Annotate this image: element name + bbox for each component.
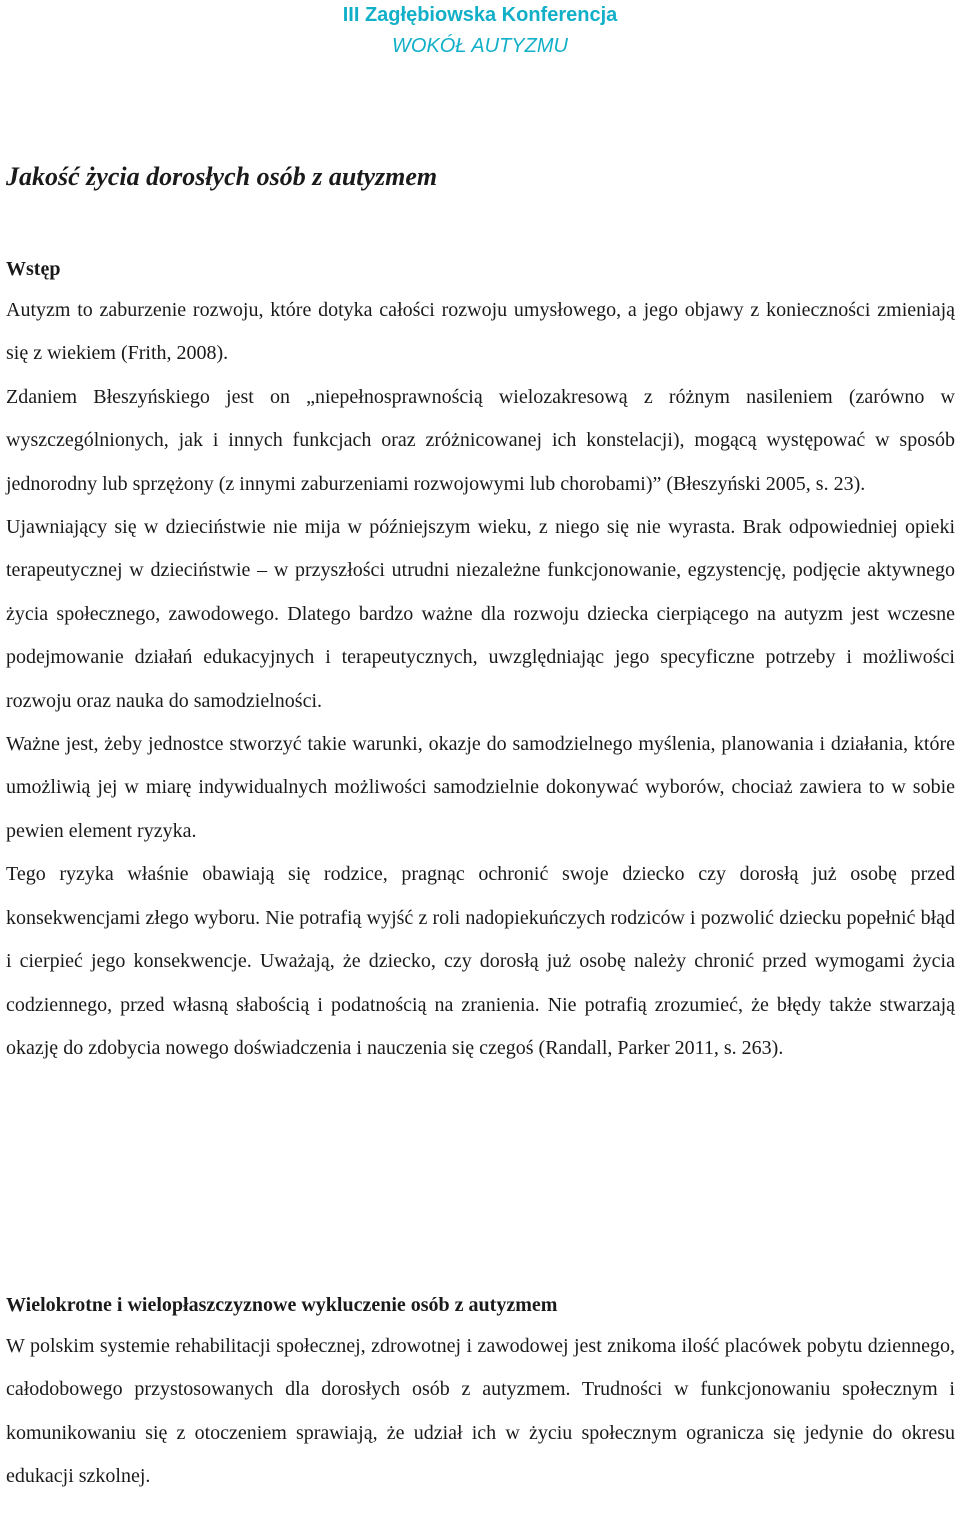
exclusion-section-body — [6, 1325, 955, 1499]
section-heading-exclusion: Wielokrotne i wielopłaszczyznowe wykluczenie osób z autyzmem — [6, 1294, 558, 1316]
paragraph: W polskim systemie rehabilitacji społecznej, zdrowotnej i zawodowej jest znikoma ilość placówek pobytu dziennego, całodobowego przystosowanych dla dorosłych osób z autyzmem. Trudności w funkcjonowaniu społecznym i komunikowaniu się z otoczeniem sprawiają, że udział ich w życiu społecznym ogranicza się jedynie do okresu edukacji szkolnej. — [6, 1335, 955, 1488]
conference-topic: WOKÓŁ AUTYZMU — [392, 35, 568, 57]
paragraph: Ważne jest, żeby jednostce stworzyć takie warunki, okazje do samodzielnego myślenia, planowania i działania, które umożliwią jej w miarę indywidualnych możliwości samodzielnie dokonywać wyborów, chociaż zawiera to w sobie pewien element ryzyka. — [6, 733, 955, 842]
intro-section-body — [6, 289, 955, 1070]
paragraph: Zdaniem Błeszyńskiego jest on „niepełnosprawnością wielozakresową z różnym nasileniem (zarówno w wyszczególnionych, jak i innych funkcjach oraz zróżnicowanej ich konstelacji), mogącą występować w sposób jednorodny lub sprzężony (z innymi zaburzeniami rozwojowymi lub chorobami)” (Błeszyński 2005, s. 23). — [6, 385, 955, 495]
conference-name: III Zagłębiowska Konferencja — [342, 4, 618, 26]
paragraph: Autyzm to zaburzenie rozwoju, które dotyka całości rozwoju umysłowego, a jego objawy z konieczności zmieniają się z wiekiem (Frith, 2008). — [6, 299, 955, 365]
paragraph: Ujawniający się w dzieciństwie nie mija w późniejszym wieku, z niego się nie wyrasta. Brak odpowiedniej opieki terapeutycznej w dzieciństwie – w przyszłości utrudni niezależne funkcjonowanie, egzystencję, podjęcie aktywnego życia społecznego, zawodowego. Dlatego bardzo ważne dla rozwoju dziecka cierpiącego na autyzm jest wczesne podejmowanie działań edukacyjnych i terapeutycznych, uwzględniając jego specyficzne potrzeby i możliwości rozwoju oraz nauka do samodzielności. — [6, 516, 955, 712]
section-heading-intro: Wstęp — [6, 258, 61, 280]
document-title: Jakość życia dorosłych osób z autyzmem — [6, 162, 438, 191]
paragraph: Tego ryzyka właśnie obawiają się rodzice, pragnąc ochronić swoje dziecko czy dorosłą już osobę przed konsekwencjami złego wyboru. Nie potrafią wyjść z roli nadopiekuńczych rodziców i pozwolić dziecku popełnić błąd i cierpieć jego konsekwencje. Uważają, że dziecko, czy dorosłą już osobę należy chronić przed wymogami życia codziennego, przed własną słabością i podatnością na zranienia. Nie potrafią zrozumieć, że błędy także stwarzają okazję do zdobycia nowego doświadczenia i nauczenia się czegoś (Randall, Parker 2011, s. 263). — [6, 863, 955, 1059]
